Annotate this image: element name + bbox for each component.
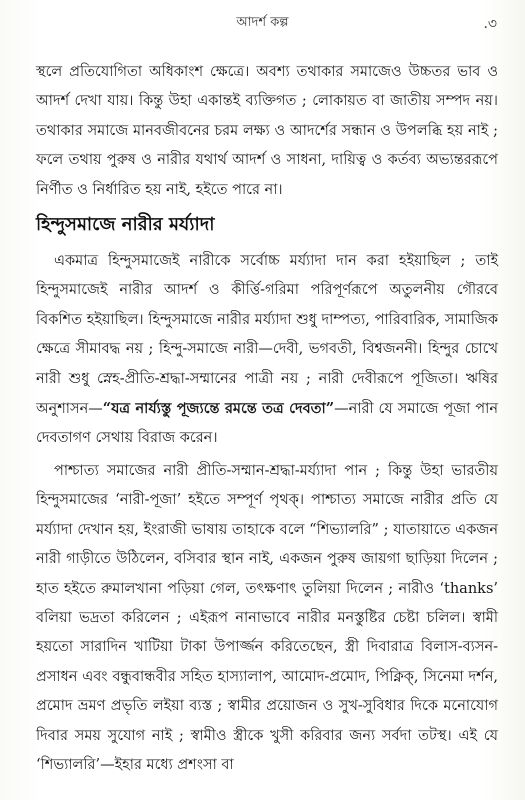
paragraph-2: [36, 247, 498, 454]
sanskrit-quote: “যত্র নার্য্যস্তু পূজ্যন্তে রমন্তে তত্র দেবতা”: [102, 400, 335, 418]
running-header-title: আদর্শ কল্প: [236, 15, 289, 30]
page-body: [36, 58, 498, 780]
paragraph-2-text-a: একমাত্র হিন্দুসমাজেই নারীকে সর্বোচ্চ মর্য্যাদা দান করা হইয়াছিল ; তাই হিন্দুসমাজেই নারীর আদর্শ ও কীর্ত্তি-গরিমা পরিপূর্ণরূপে অতুলনীয় গৌরবে বিকশিত হইয়াছিল। হিন্দুসমাজে নারীর মর্য্যাদা শুধু দাম্পত্য, পারিবারিক, সামাজিক ক্ষেত্রে সীমাবদ্ধ নয় ; হিন্দু-সমাজে নারী—দেবী, ভগবতী, বিশ্বজননী। হিন্দুর চোখে নারী শুধু স্নেহ-প্রীতি-শ্রদ্ধা-সম্মানের পাত্রী নয় ; নারী দেবীরূপে পূজিতা। ঋষির অনুশাসন—: [36, 253, 498, 418]
paragraph-1: স্থলে প্রতিযোগিতা অধিকাংশ ক্ষেত্রে। অবশ্য তথাকার সমাজেও উচ্চতর ভাব ও আদর্শ দেখা যায়। কিন্তু উহা একান্তই ব্যক্তিগত ; লোকায়ত বা জাতীয় সম্পদ নয়। তথাকার সমাজে মানবজীবনের চরম লক্ষ্য ও আদর্শের সন্ধান ও উপলব্ধি হয় নাই ; ফলে তথায় পুরুষ ও নারীর যথার্থ আদর্শ ও সাধনা, দায়িত্ব ও কর্তব্য অভ্যন্তররূপে নির্ণীত ও নির্ধারিত হয় নাই, হইতে পারে না।: [36, 64, 498, 198]
section-heading: হিন্দুসমাজে নারীর মর্য্যাদা: [36, 214, 215, 236]
paragraph-3: পাশ্চাত্য সমাজের নারী প্রীতি-সম্মান-শ্রদ্ধা-মর্য্যাদা পান ; কিন্তু উহা ভারতীয় হিন্দুসমাজের ‘নারী-পূজা’ হইতে সম্পূর্ণ পৃথক্। পাশ্চাত্য সমাজে নারীর প্রতি যে মর্য্যাদা দেখান হয়, ইংরাজী ভাষায় তাহাকে বলে “শিভ্যালরি” ; যাতায়াতে একজন নারী গাড়ীতে উঠিলেন, বসিবার স্থান নাই, একজন পুরুষ জায়গা ছাড়িয়া দিলেন ; হাত হইতে রুমালখানা পড়িয়া গেল, তৎক্ষণাৎ তুলিয়া দিলেন ; নারীও ‘thanks’ বলিয়া ভদ্রতা করিলেন ; এইরূপ নানাভাবে নারীর মনস্তুষ্টির চেষ্টা চলিল। স্বামী হয়তো সারাদিন খাটিয়া টাকা উপার্জ্জন করিতেছেন, স্ত্রী দিবারাত্র বিলাস-ব্যসন-প্রসাধন এবং বন্ধুবান্ধবীর সহিত হাস্যালাপ, আমোদ-প্রমোদ, পিক্নিক্, সিনেমা দর্শন, প্রমোদ ভ্রমণ প্রভৃতি লইয়া ব্যস্ত ; স্বামীর প্রয়োজন ও সুখ-সুবিধার দিকে মনোযোগ দিবার সময় সুযোগ নাই ; স্বামীও স্ত্রীকে খুসী করিবার জন্য সর্বদা তটস্থ। এই যে ‘শিভ্যালরি’—ইহার মধ্যে প্রশংসা বা: [36, 462, 498, 773]
page-number: .৩: [483, 16, 497, 32]
paragraph-2-text-b: —নারী যে সমাজে পূজা পান দেবতাগণ সেথায় বিরাজ করেন।: [36, 401, 498, 447]
